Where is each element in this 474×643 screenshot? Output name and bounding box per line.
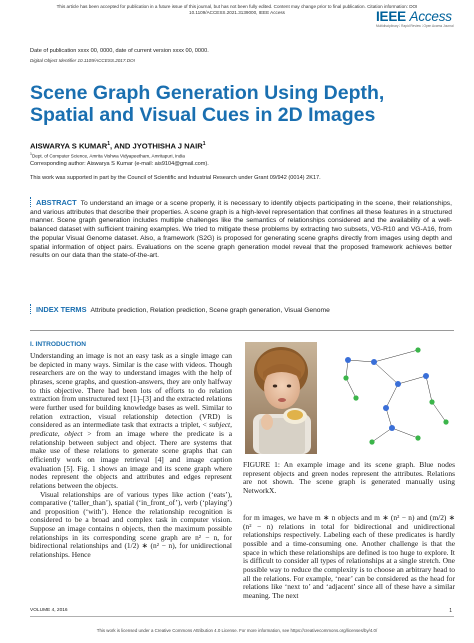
right-column-body: for m images, we have m ∗ n objects and m ∗ (n² − n) and (m/2) ∗ (n² − n) relations in total for bidirectional and unidirectional relationships respectively. Labeling each of these predicates is hardly possible and a time-consuming one. Another challenge is that the space in which these relationships are defined is too huge to explore. It is difficult to consider all types of relationships at a single stretch. One possible way to reduce the complexity is to choose an arbitrary head to all the relations. For example, ‘near’ can be considered as the head for relations like ‘next to’ and ‘adjacent’ since all of these have a similar meaning. The next — [243, 513, 455, 600]
abstract-text: To understand an image or a scene properly, it is necessary to identify objects participating in the scene, their relationships, and various attributes that describe their properties. A scene graph is a high-level representation that confines all these features in a structured manner. Scene graph generation includes multiple challenges like the semantics of relationships considered and the availability of a well-balanced dataset with sufficient training examples. We tried to mitigate these problems by extracting two subsets, VG-R10 and VG-A16, from the popular Visual Genome dataset. Also, a framework (S2G) is proposed for generating scene graphs directly from images using depth and spatial information of object pairs. Evaluations on the scene graph generation model reveal that the proposed framework achieves better results on our data than the state-of-the-art. — [30, 200, 452, 260]
graph-node-object — [395, 381, 401, 387]
logo-product: Access — [409, 9, 452, 24]
graph-edge — [432, 402, 446, 422]
relationship-triplet: subject, predicate, object — [30, 420, 232, 438]
page-number: 1 — [449, 608, 452, 614]
graph-node-object — [371, 359, 377, 365]
index-terms-text: Attribute prediction, Relation prediction, Scene graph generation, Visual Genome — [90, 307, 330, 314]
graph-node-attribute — [443, 419, 448, 424]
graph-node-object — [389, 425, 395, 431]
graph-node-attribute — [343, 375, 348, 380]
index-terms-marker — [30, 304, 33, 314]
figure-1-caption: FIGURE 1: An example image and its scene graph. Blue nodes represent objects and green nodes represent the attributes. Relations are not shown. The scene graph is generated manually using NetworkX. — [243, 460, 455, 495]
graph-node-object — [383, 405, 389, 411]
graph-edge — [398, 376, 426, 384]
graph-edge — [346, 378, 356, 398]
footer-divider — [30, 616, 454, 617]
header-doi: 10.1109/ACCESS.2021.3139000, IEEE Access — [189, 10, 285, 15]
scene-graph-edges — [346, 350, 446, 442]
section-heading-introduction: I. INTRODUCTION — [30, 341, 87, 348]
digital-object-identifier: Digital Object Identifier 10.1109/ACCESS.2017.DOI — [30, 58, 135, 63]
volume-label: VOLUME 4, 2016 — [30, 608, 68, 613]
funding-statement: This work was supported in part by the Council of Scientific and Industrial Research under Grant 09/942 (0014) 2K17. — [30, 175, 321, 181]
graph-node-attribute — [369, 439, 374, 444]
graph-edge — [372, 428, 392, 442]
affiliation-mark: 1 — [30, 152, 32, 156]
figure-1-scene-graph — [326, 342, 454, 454]
corresponding-author: Corresponding author: Aiswarya S Kumar (e-mail: ais9104@gmail.com). — [30, 161, 209, 167]
graph-edge — [348, 360, 374, 362]
intro-paragraph-1 — [30, 352, 232, 491]
graph-node-attribute — [429, 399, 434, 404]
intro-p1-part-b: > from an image where the predicate is a relationship between subject and object. There are systems that make use of these relations to generate scene graphs that can efficiently work on image retrieval [4] and image caption evaluation [5]. Fig. 1 shows an image and its scene graph where nodes represent the objects and attributes and edges represent relations between the objects. — [30, 428, 232, 490]
intro-paragraph-2: Visual relationships are of various types like action (‘eats’), comparative (‘taller_than’), spatial (‘in_front_of’), verb (‘playing’) and proposition (‘with’). Hence the relationship recognition is considered to be a broad and complex task in computer vision. Suppose an image contains n objects, then the maximum possible relationships in its corresponding scene graph are n² − n, for bidirectional relationships and (1/2) ∗ (n² − n), for unidirectional relationships. Hence — [30, 489, 232, 560]
author-1: AISWARYA S KUMAR — [30, 141, 108, 151]
graph-node-object — [345, 357, 351, 363]
graph-edge — [426, 376, 432, 402]
graph-edge — [374, 350, 418, 362]
logo-wordmark — [376, 10, 454, 24]
graph-edge — [392, 428, 418, 438]
affiliation-text: Dept. of Computer Science, Amrita Vishwa Vidyapeetham, Amritapuri, India — [31, 153, 185, 159]
graph-edge — [386, 408, 392, 428]
left-column-body — [30, 352, 232, 560]
publication-dates: Date of publication xxxx 00, 0000, date of current version xxxx 00, 0000. — [30, 48, 209, 54]
graph-edge — [386, 384, 398, 408]
paper-title: Scene Graph Generation Using Depth, Spatial and Visual Cues in 2D Images — [30, 82, 385, 126]
abstract-label: ABSTRACT — [36, 198, 77, 207]
scene-graph-nodes — [343, 347, 448, 444]
index-terms — [30, 304, 452, 316]
graph-node-object — [423, 373, 429, 379]
graph-node-attribute — [415, 347, 420, 352]
graph-node-attribute — [415, 435, 420, 440]
license-notice: This work is licensed under a Creative Commons Attribution 4.0 License. For more information, see https://creativecommons.org/licenses/by/4.0/ — [96, 628, 378, 633]
abstract — [30, 197, 452, 261]
accepted-notice-text: This article has been accepted for publication in a future issue of this journal, but has not been fully edited. Content may change prior to final publication. Citation information: DOI — [56, 4, 418, 9]
author-joiner: , AND — [110, 141, 133, 151]
scene-graph-diagram — [326, 342, 454, 454]
abstract-marker — [30, 197, 33, 207]
intro-p1-part-a: Understanding an image is not an easy task as a single image can be depicted in many ways. Similar is the case with videos. Though researchers are on the way to understand images with the help of phrases, scene graphs, and question-answers, they are only halfway to this objective. There had been lots of efforts to do relation extraction from unstructured text [1]–[3] and the extracted relations were further used for building knowledge bases as well. Similar to relation extraction, visual relationship detection (VRD) is considered as an intermediate task that extracts a triplet, < — [30, 351, 232, 430]
logo-tagline: Multidisciplinary ⁞ Rapid Review ⁞ Open Access Journal — [376, 24, 454, 28]
ieee-access-logo — [376, 10, 454, 32]
author-list — [30, 140, 450, 151]
section-divider — [30, 330, 454, 331]
author-1-affil-mark: 1 — [107, 141, 110, 147]
affiliation — [30, 151, 450, 160]
author-2-affil-mark: 1 — [202, 141, 206, 147]
child-eating-photo-illustration — [245, 342, 317, 454]
graph-node-attribute — [353, 395, 358, 400]
author-2: JYOTHISHA J NAIR — [132, 141, 203, 151]
graph-edge — [374, 362, 398, 384]
index-terms-label: INDEX TERMS — [36, 305, 87, 314]
logo-brand: IEEE — [376, 9, 406, 24]
figure-1-photo — [245, 342, 317, 454]
